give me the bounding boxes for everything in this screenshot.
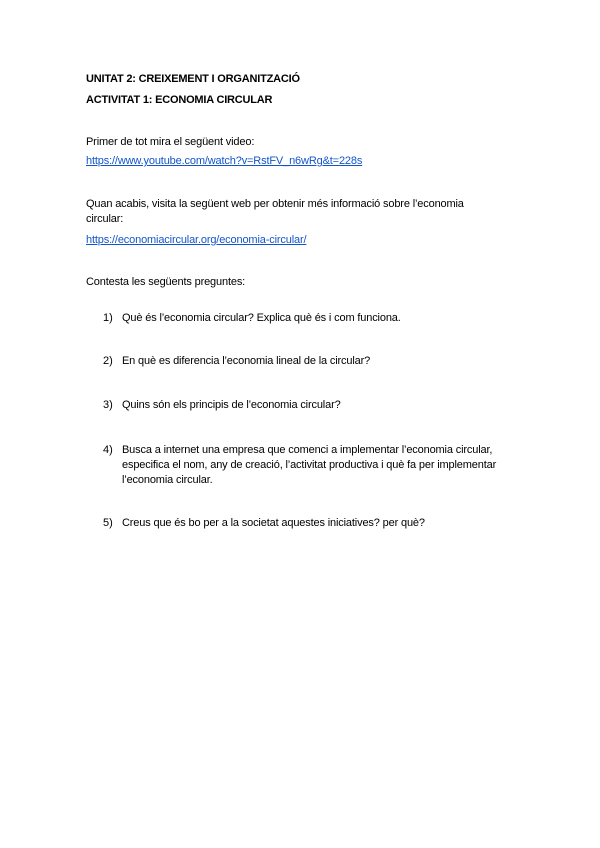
- question-text: Busca a internet una empresa que comenci a implementar l’economia circular, especifica el nom, any de creació, l’activitat productiva i què fa per implementar l’economia circular.: [122, 444, 497, 486]
- question-number: 1): [103, 312, 113, 324]
- question-number: 4): [103, 444, 113, 456]
- activity-title: ACTIVITAT 1: ECONOMIA CIRCULAR: [86, 94, 273, 106]
- question-number: 3): [103, 399, 113, 411]
- question-text: Creus que és bo per a la societat aquestes iniciatives? per què?: [122, 517, 425, 529]
- question-number: 5): [103, 517, 113, 529]
- unit-title: UNITAT 2: CREIXEMENT I ORGANITZACIÓ: [86, 73, 300, 85]
- intro-video-text: Primer de tot mira el següent video:: [86, 136, 255, 148]
- web-intro-text: Quan acabis, visita la següent web per obtenir més informació sobre l’economia circular:: [86, 198, 464, 225]
- web-link[interactable]: https://economiacircular.org/economia-circular/: [86, 234, 307, 246]
- questions-intro: Contesta les següents preguntes:: [86, 276, 246, 288]
- video-link[interactable]: https://www.youtube.com/watch?v=RstFV_n6wRg&t=228s: [86, 155, 363, 167]
- question-text: Quins són els principis de l’economia circular?: [122, 399, 341, 411]
- question-text: Què és l’economia circular? Explica què és i com funciona.: [122, 312, 401, 324]
- question-text: En què es diferencia l’economia lineal de la circular?: [122, 355, 371, 367]
- question-number: 2): [103, 355, 113, 367]
